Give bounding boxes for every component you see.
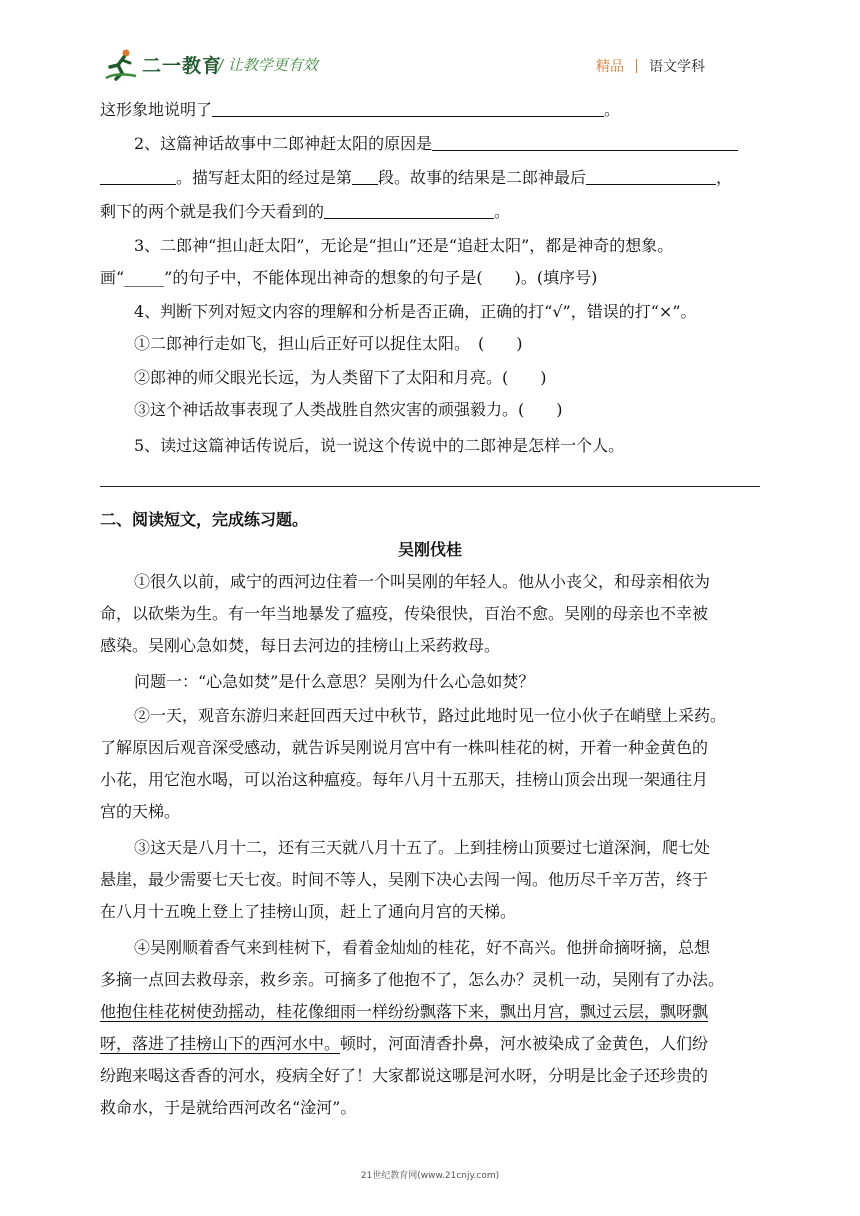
logo-text: 二一教育 [142,54,223,77]
brand-subject: 语文学科 [649,59,705,75]
question-3: 3、二郎神“担山赶太阳”，无论是“担山”还是“追赶太阳”，都是神奇的想象。 [134,236,674,255]
judgement-item: ①二郎神行走如飞，担山后正好可以捉住太阳。 ( ) [134,334,523,353]
answer-blank[interactable] [432,132,738,151]
section-heading: 二、阅读短文，完成练习题。 [100,510,309,529]
passage-line: ②一天，观音东游归来赶回西天过中秋节，路过此地时见一位小伙子在峭壁上采药。 [134,706,727,725]
logo [104,44,222,84]
answer-blank[interactable] [212,98,604,117]
answer-blank[interactable] [352,166,378,185]
runner-logo-icon [104,47,138,81]
question-2-end: 剩下的两个就是我们今天看到的 。 [100,202,511,221]
slogan: / 让教学更有效 [218,56,318,74]
passage-line: 命，以砍柴为生。有一年当地暴发了瘟疫，传染很快，百治不愈。吴刚的母亲也不幸被 [100,604,709,623]
page-header [0,0,860,100]
question-2: 2、这篇神话故事中二郎神赶太阳的原因是 [100,132,738,156]
question-5: 5、读过这篇神话传说后，说一说这个传说中的二郎神是怎样一个人。 [134,436,625,455]
judgement-item: ②郎神的师父眼光长远，为人类留下了太阳和月亮。( ) [134,368,547,387]
passage-line: 在八月十五晚上登上了挂榜山顶，赶上了通向月宫的天梯。 [100,902,517,921]
passage-line: ④吴刚顺着香气来到桂树下，看着金灿灿的桂花，好不高兴。他拼命摘呀摘，总想 [134,938,711,957]
question-line: 这形象地说明了 。 [100,100,621,119]
passage-line: 呀，落进了挂榜山下的西河水中。顿时，河面清香扑鼻，河水被染成了金黄色，人们纷 [100,1034,709,1053]
passage-line: ①很久以前，咸宁的西河边住着一个叫吴刚的年轻人。他从小丧父，和母亲相依为 [134,572,711,591]
passage-title: 吴刚伐桂 [397,540,462,559]
question-4: 4、判断下列对短文内容的理解和分析是否正确，正确的打“√”，错误的打“×”。 [134,302,697,321]
passage-line: 多摘一点回去救母亲，救乡亲。可摘多了他抱不了，怎么办？灵机一动，吴刚有了办法。 [100,970,725,989]
passage-line: ③这天是八月十二，还有三天就八月十五了。上到挂榜山顶要过七道深涧，爬七处 [134,838,711,857]
passage-line: 纷跑来喝这香香的河水，疫病全好了！大家都说这哪是河水呀，分明是比金子还珍贵的 [100,1066,709,1085]
answer-line [100,486,760,487]
underlined-sentence: 他抱住桂花树使劲摇动，桂花像细雨一样纷纷飘落下来，飘出月宫，飘过云层，飘呀飘 [100,1002,709,1021]
question-3-cont: 画“_____”的句子中，不能体现出神奇的想象的句子是( )。(填序号) [100,268,598,287]
answer-blank[interactable] [586,166,716,185]
passage-line: 宫的天梯。 [100,802,181,821]
passage-line: 悬崖，最少需要七天七夜。时间不等人，吴刚下决心去闯一闯。他历尽千辛万苦，终于 [100,870,709,889]
passage-line: 救命水，于是就给西河改名“淦河”。 [100,1098,357,1117]
brand-divider [636,59,637,73]
question-2-cont: 。描写赶太阳的经过是第 段。故事的结果是二郎神最后 ， [100,166,732,190]
page-footer: 21世纪教育网(www.21cnjy.com) [360,1171,500,1181]
brand-quality: 精品 [596,59,624,75]
answer-blank[interactable] [324,200,494,219]
judgement-item: ③这个神话故事表现了人类战胜自然灾害的顽强毅力。( ) [134,400,563,419]
brand-label [596,56,705,76]
passage-line: 了解原因后观音深受感动，就告诉吴刚说月宫中有一株叫桂花的树，开着一种金黄色的 [100,738,709,757]
answer-blank[interactable] [100,166,176,185]
passage-question: 问题一：“心急如焚”是什么意思？吴刚为什么心急如焚？ [134,672,535,691]
passage-line: 感染。吴刚心急如焚，每日去河边的挂榜山上采药救母。 [100,636,501,655]
passage-line: 小花，用它泡水喝，可以治这种瘟疫。每年八月十五那天，挂榜山顶会出现一架通往月 [100,770,709,789]
underlined-sentence: 呀，落进了挂榜山下的西河水中。 [100,1034,341,1053]
